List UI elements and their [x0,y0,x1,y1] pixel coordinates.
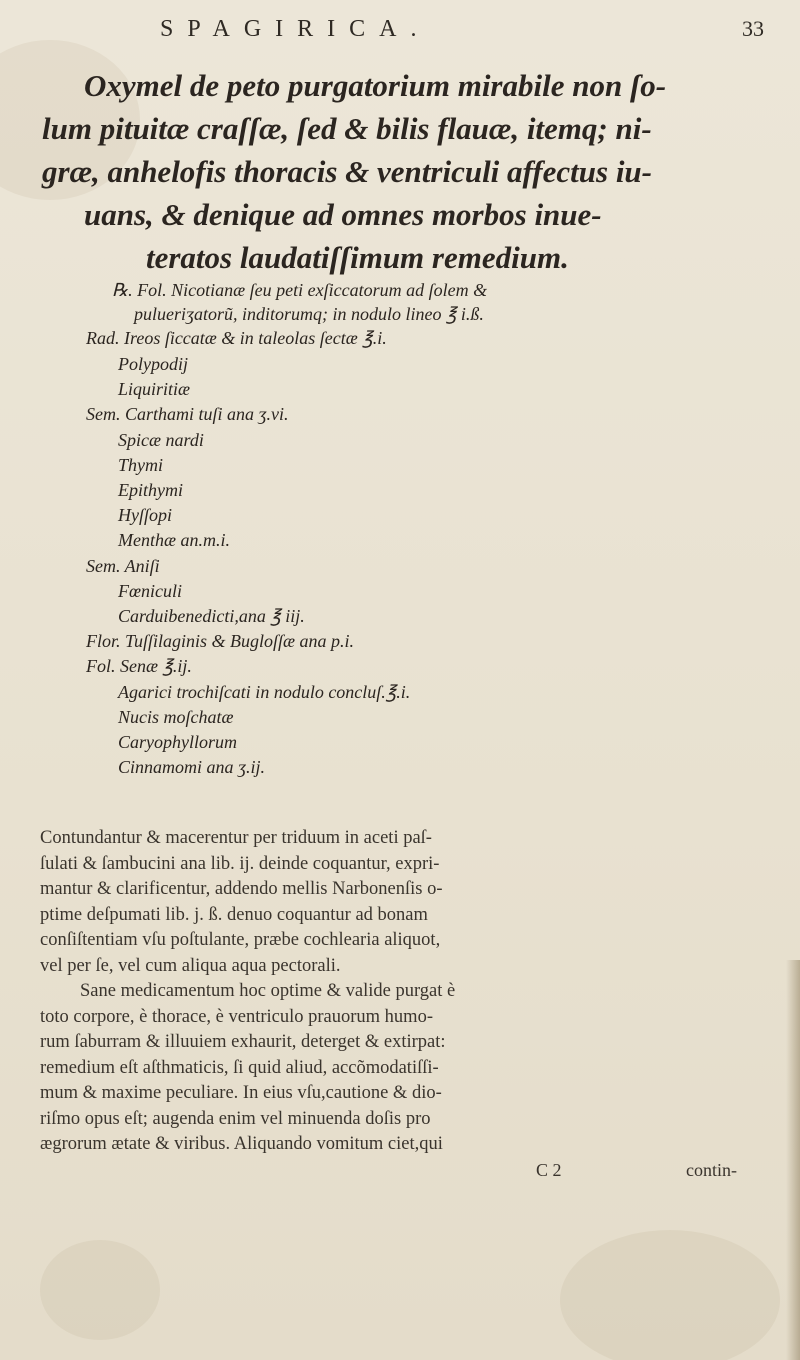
page-edge-shadow [786,960,800,1360]
heading-line: teratos laudatiſſimum remedium. [146,240,569,275]
ingredient-line: Menthæ an.m.i. [118,530,230,550]
ingredient-line: Cinnamomi ana ʒ.ij. [118,757,265,777]
heading-line: græ, anhelofis thoracis & ventriculi affectus iu- [42,154,652,189]
body-line: ptime deſpumati lib. j. ß. denuo coquantur ad bonam [40,904,428,925]
body-paragraphs [40,826,780,1158]
body-line: ſulati & ſambucini ana lib. ij. deinde coquantur, expri- [40,853,440,874]
ingredient-line: Agarici trochiſcati in nodulo concluſ.℥.i. [118,682,411,702]
body-line: conſiſtentiam vſu poſtulante, præbe cochlearia aliquot, [40,930,441,950]
body-line: Contundantur & macerentur per triduum in aceti paſ- [40,828,432,848]
ingredient-line: Rad. Ireos ſiccatæ & in taleolas ſectæ ℥.i. [86,328,387,348]
heading-line: lum pituitæ craſſæ, ſed & bilis flauæ, itemq; ni- [42,111,652,146]
page-footer [0,1160,800,1190]
body-line: mum & maxime peculiare. In eius vſu,cautione & dio- [40,1083,442,1103]
body-line: toto corpore, è thorace, è ventriculo prauorum humo- [40,1006,433,1027]
ingredient-line: Thymi [118,455,163,475]
catchword: contin- [686,1160,737,1180]
ingredient-line: Spicæ nardi [118,430,204,450]
ingredient-line: ℞. Fol. Nicotianæ ſeu peti exſiccatorum ad ſolem & [112,280,488,300]
body-line: remedium eſt aſthmaticis, ſi quid aliud, accõmodatiſſi- [40,1057,439,1078]
paper-stain [40,1240,160,1340]
body-line: vel per ſe, vel cum aliqua aqua pectorali. [40,955,341,976]
body-line: rum ſaburram & illuuiem exhaurit, deterget & extirpat: [40,1032,446,1052]
ingredient-line: pulueriʒatorũ, inditorumq; in nodulo lineo ℥ i.ß. [134,304,484,324]
signature-mark: C 2 [536,1160,562,1180]
ingredient-line: Hyſſopi [118,505,172,525]
heading-line: Oxymel de peto purgatorium mirabile non ſo- [84,68,667,103]
ingredient-line: Liquiritiæ [118,379,191,399]
ingredient-line: Epithymi [118,480,183,500]
body-line: mantur & clarificentur, addendo mellis Narbonenſis o- [40,879,443,899]
heading-line: uans, & denique ad omnes morbos inue- [84,197,602,232]
body-line: riſmo opus eſt; augenda enim vel minuenda doſis pro [40,1108,431,1129]
ingredient-line: Carduibenedicti,ana ℥ iij. [118,606,305,626]
page-number: 33 [742,16,764,41]
ingredient-line: Flor. Tuſſilaginis & Buglоſſæ ana p.i. [86,631,355,651]
running-head [0,8,800,48]
body-line: ægrorum ætate & viribus. Aliquando vomitum ciet,qui [40,1134,443,1154]
ingredient-line: Sem. Carthami tuſi ana ʒ.vi. [86,404,289,424]
ingredient-line: Polypodij [118,354,188,374]
ingredient-line: Sem. Aniſi [86,556,160,576]
ingredient-line: Fœniculi [118,581,182,601]
paper-stain [560,1230,780,1360]
ingredient-line: Nucis moſchatæ [118,707,234,727]
recipe-heading [42,64,734,279]
ingredient-line: Caryophyllorum [118,732,237,752]
body-line: Sane medicamentum hoc optime & valide purgat è [80,981,456,1001]
ingredient-line: Fol. Senæ ℥.ij. [86,656,192,676]
running-head-title: SPAGIRICA. [160,16,431,42]
